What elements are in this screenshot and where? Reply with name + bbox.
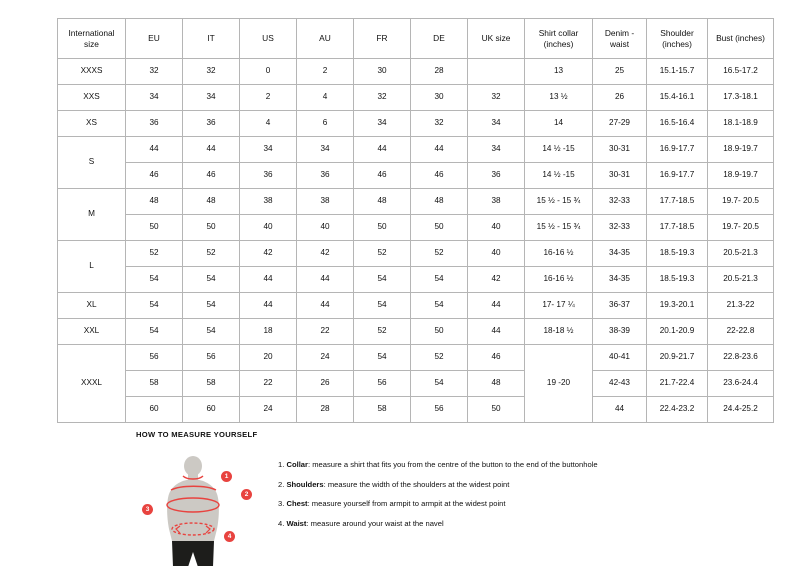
cell-de: 54: [411, 267, 468, 293]
cell-de: 56: [411, 397, 468, 423]
cell-bust-inches: 18.9-19.7: [708, 137, 774, 163]
cell-fr: 46: [354, 163, 411, 189]
marker-1: 1: [221, 471, 232, 482]
cell-us: 18: [240, 319, 297, 345]
instruction-text: : measure a shirt that fits you from the centre of the button to the end of the buttonhole: [308, 460, 598, 469]
cell-shirt-collar-inches: 15 ½ - 15 ¾: [525, 189, 593, 215]
cell-uk-size: 40: [468, 215, 525, 241]
cell-bust-inches: 23.6-24.4: [708, 371, 774, 397]
size-label-cell: XS: [58, 111, 126, 137]
cell-shoulder-inches: 15.4-16.1: [647, 85, 708, 111]
cell-au: 24: [297, 345, 354, 371]
marker-4: 4: [224, 531, 235, 542]
cell-fr: 58: [354, 397, 411, 423]
cell-bust-inches: 18.1-18.9: [708, 111, 774, 137]
cell-au: 44: [297, 293, 354, 319]
cell-shirt-collar-inches: 14: [525, 111, 593, 137]
cell-us: 22: [240, 371, 297, 397]
cell-fr: 50: [354, 215, 411, 241]
cell-au: 26: [297, 371, 354, 397]
cell-au: 44: [297, 267, 354, 293]
cell-de: 44: [411, 137, 468, 163]
cell-fr: 54: [354, 293, 411, 319]
instruction-number: 3.: [278, 499, 285, 509]
table-row: [58, 397, 774, 423]
cell-eu: 56: [126, 345, 183, 371]
table-row: [58, 163, 774, 189]
cell-uk-size: 34: [468, 111, 525, 137]
body-figure: [136, 449, 256, 566]
col-header-denim-waist: Denim - waist: [593, 19, 647, 59]
cell-de: 30: [411, 85, 468, 111]
table-row: [58, 59, 774, 85]
cell-shoulder-inches: 19.3-20.1: [647, 293, 708, 319]
cell-shirt-collar-inches: 16-16 ½: [525, 241, 593, 267]
cell-shoulder-inches: 17.7-18.5: [647, 189, 708, 215]
cell-eu: 36: [126, 111, 183, 137]
size-label-cell: L: [58, 241, 126, 293]
cell-fr: 52: [354, 319, 411, 345]
instruction-term: Collar: [286, 460, 308, 469]
cell-fr: 30: [354, 59, 411, 85]
size-chart-table: [57, 18, 774, 423]
cell-au: 34: [297, 137, 354, 163]
cell-shoulder-inches: 17.7-18.5: [647, 215, 708, 241]
cell-us: 42: [240, 241, 297, 267]
cell-uk-size: 36: [468, 163, 525, 189]
cell-eu: 54: [126, 293, 183, 319]
cell-shirt-collar-inches: 13 ½: [525, 85, 593, 111]
instruction-term: Chest: [286, 499, 308, 509]
cell-bust-inches: 22-22.8: [708, 319, 774, 345]
cell-fr: 44: [354, 137, 411, 163]
size-label-cell: XXXL: [58, 345, 126, 423]
col-header-fr: FR: [354, 19, 411, 59]
table-row: [58, 319, 774, 345]
cell-it: 50: [183, 215, 240, 241]
cell-fr: 32: [354, 85, 411, 111]
col-header-shoulder: Shoulder (inches): [647, 19, 708, 59]
cell-bust-inches: 16.5-17.2: [708, 59, 774, 85]
col-header-bust: Bust (inches): [708, 19, 774, 59]
cell-shirt-collar-inches: 15 ½ - 15 ¾: [525, 215, 593, 241]
cell-eu: 50: [126, 215, 183, 241]
cell-uk-size: 50: [468, 397, 525, 423]
cell-shoulder-inches: 20.9-21.7: [647, 345, 708, 371]
cell-it: 58: [183, 371, 240, 397]
cell-shoulder-inches: 21.7-22.4: [647, 371, 708, 397]
cell-it: 48: [183, 189, 240, 215]
instruction-line: [278, 461, 598, 469]
cell-bust-inches: 20.5-21.3: [708, 267, 774, 293]
marker-3: 3: [142, 504, 153, 515]
table-row: [58, 293, 774, 319]
size-label-cell: XXXS: [58, 59, 126, 85]
cell-de: 50: [411, 319, 468, 345]
cell-fr: 56: [354, 371, 411, 397]
cell-denim-waist: 30-31: [593, 163, 647, 189]
table-row: [58, 137, 774, 163]
cell-denim-waist: 42-43: [593, 371, 647, 397]
cell-it: 54: [183, 267, 240, 293]
cell-fr: 52: [354, 241, 411, 267]
col-header-eu: EU: [126, 19, 183, 59]
instruction-number: 1.: [278, 460, 285, 469]
cell-shirt-collar-inches: 17- 17 ¼: [525, 293, 593, 319]
cell-shirt-collar-inches: 18-18 ½: [525, 319, 593, 345]
instruction-term: Waist: [286, 518, 307, 528]
cell-de: 28: [411, 59, 468, 85]
marker-2: 2: [241, 489, 252, 500]
cell-it: 56: [183, 345, 240, 371]
cell-au: 22: [297, 319, 354, 345]
cell-it: 46: [183, 163, 240, 189]
cell-bust-inches: 19.7- 20.5: [708, 189, 774, 215]
instruction-line: [278, 481, 598, 489]
cell-au: 6: [297, 111, 354, 137]
cell-uk-size: 44: [468, 293, 525, 319]
table-row: [58, 85, 774, 111]
cell-us: 44: [240, 293, 297, 319]
how-to-measure-section: [136, 430, 776, 566]
cell-bust-inches: 24.4-25.2: [708, 397, 774, 423]
cell-bust-inches: 19.7- 20.5: [708, 215, 774, 241]
cell-uk-size: 46: [468, 345, 525, 371]
cell-fr: 54: [354, 267, 411, 293]
cell-it: 34: [183, 85, 240, 111]
cell-us: 40: [240, 215, 297, 241]
cell-denim-waist: 44: [593, 397, 647, 423]
cell-de: 50: [411, 215, 468, 241]
cell-denim-waist: 25: [593, 59, 647, 85]
table-row: [58, 241, 774, 267]
cell-de: 48: [411, 189, 468, 215]
cell-uk-size: 44: [468, 319, 525, 345]
cell-shoulder-inches: 18.5-19.3: [647, 241, 708, 267]
cell-shoulder-inches: 16.9-17.7: [647, 163, 708, 189]
col-header-shirt-collar: Shirt collar (inches): [525, 19, 593, 59]
instruction-term: Shoulders: [286, 479, 324, 489]
cell-shirt-collar-inches: 14 ½ -15: [525, 137, 593, 163]
cell-uk-size: 32: [468, 85, 525, 111]
cell-eu: 54: [126, 319, 183, 345]
header-row: [58, 19, 774, 59]
size-label-cell: XXL: [58, 319, 126, 345]
cell-fr: 54: [354, 345, 411, 371]
cell-shoulder-inches: 15.1-15.7: [647, 59, 708, 85]
cell-shoulder-inches: 22.4-23.2: [647, 397, 708, 423]
cell-au: 40: [297, 215, 354, 241]
cell-eu: 58: [126, 371, 183, 397]
cell-us: 36: [240, 163, 297, 189]
cell-au: 42: [297, 241, 354, 267]
cell-bust-inches: 20.5-21.3: [708, 241, 774, 267]
cell-eu: 60: [126, 397, 183, 423]
cell-denim-waist: 27-29: [593, 111, 647, 137]
table-row: [58, 345, 774, 371]
cell-uk-size: 42: [468, 267, 525, 293]
cell-au: 28: [297, 397, 354, 423]
cell-denim-waist: 34-35: [593, 267, 647, 293]
cell-eu: 34: [126, 85, 183, 111]
col-header-international-size: International size: [58, 19, 126, 59]
cell-it: 54: [183, 319, 240, 345]
cell-it: 52: [183, 241, 240, 267]
cell-shoulder-inches: 16.5-16.4: [647, 111, 708, 137]
cell-uk-size: 48: [468, 371, 525, 397]
instruction-text: : measure around your waist at the navel: [306, 518, 444, 528]
cell-shirt-collar-inches: 14 ½ -15: [525, 163, 593, 189]
cell-au: 36: [297, 163, 354, 189]
cell-us: 34: [240, 137, 297, 163]
measure-instructions: [278, 449, 598, 539]
cell-it: 60: [183, 397, 240, 423]
cell-bust-inches: 22.8-23.6: [708, 345, 774, 371]
cell-denim-waist: 32-33: [593, 189, 647, 215]
instruction-line: [278, 520, 598, 528]
cell-us: 0: [240, 59, 297, 85]
cell-it: 36: [183, 111, 240, 137]
cell-eu: 52: [126, 241, 183, 267]
cell-de: 46: [411, 163, 468, 189]
cell-fr: 34: [354, 111, 411, 137]
cell-it: 54: [183, 293, 240, 319]
cell-uk-size: 40: [468, 241, 525, 267]
cell-eu: 44: [126, 137, 183, 163]
instruction-number: 2.: [278, 479, 285, 489]
torso-diagram-icon: [136, 449, 256, 566]
cell-de: 52: [411, 241, 468, 267]
cell-de: 54: [411, 293, 468, 319]
instruction-text: : measure yourself from armpit to armpit at the widest point: [307, 499, 506, 509]
col-header-de: DE: [411, 19, 468, 59]
cell-us: 4: [240, 111, 297, 137]
col-header-au: AU: [297, 19, 354, 59]
col-header-it: IT: [183, 19, 240, 59]
cell-de: 54: [411, 371, 468, 397]
cell-it: 32: [183, 59, 240, 85]
cell-denim-waist: 40-41: [593, 345, 647, 371]
cell-de: 52: [411, 345, 468, 371]
cell-us: 24: [240, 397, 297, 423]
cell-denim-waist: 36-37: [593, 293, 647, 319]
cell-au: 4: [297, 85, 354, 111]
cell-us: 38: [240, 189, 297, 215]
cell-bust-inches: 17.3-18.1: [708, 85, 774, 111]
cell-shirt-collar: 19 -20: [525, 345, 593, 423]
size-label-cell: S: [58, 137, 126, 189]
cell-shirt-collar-inches: 13: [525, 59, 593, 85]
cell-au: 38: [297, 189, 354, 215]
instruction-text: : measure the width of the shoulders at the widest point: [323, 479, 510, 489]
size-label-cell: XL: [58, 293, 126, 319]
table-row: [58, 111, 774, 137]
cell-it: 44: [183, 137, 240, 163]
cell-uk-size: 38: [468, 189, 525, 215]
table-header: [58, 19, 774, 59]
table-row: [58, 215, 774, 241]
measure-title: HOW TO MEASURE YOURSELF: [136, 430, 258, 439]
cell-shoulder-inches: 18.5-19.3: [647, 267, 708, 293]
col-header-us: US: [240, 19, 297, 59]
cell-uk-size: 34: [468, 137, 525, 163]
cell-bust-inches: 18.9-19.7: [708, 163, 774, 189]
cell-shirt-collar-inches: 16-16 ½: [525, 267, 593, 293]
cell-uk-size: [468, 59, 525, 85]
col-header-uk-size: UK size: [468, 19, 525, 59]
table-row: [58, 267, 774, 293]
table-row: [58, 189, 774, 215]
measure-body: [136, 449, 776, 566]
cell-shoulder-inches: 16.9-17.7: [647, 137, 708, 163]
cell-us: 44: [240, 267, 297, 293]
cell-denim-waist: 26: [593, 85, 647, 111]
cell-eu: 32: [126, 59, 183, 85]
cell-denim-waist: 38-39: [593, 319, 647, 345]
cell-us: 20: [240, 345, 297, 371]
cell-denim-waist: 34-35: [593, 241, 647, 267]
cell-eu: 46: [126, 163, 183, 189]
instruction-line: [278, 500, 598, 508]
size-label-cell: XXS: [58, 85, 126, 111]
cell-bust-inches: 21.3-22: [708, 293, 774, 319]
cell-denim-waist: 32-33: [593, 215, 647, 241]
cell-denim-waist: 30-31: [593, 137, 647, 163]
cell-de: 32: [411, 111, 468, 137]
cell-au: 2: [297, 59, 354, 85]
cell-us: 2: [240, 85, 297, 111]
cell-eu: 54: [126, 267, 183, 293]
table-body: [58, 59, 774, 423]
size-label-cell: M: [58, 189, 126, 241]
cell-shoulder-inches: 20.1-20.9: [647, 319, 708, 345]
instruction-number: 4.: [278, 518, 285, 528]
table-row: [58, 371, 774, 397]
cell-eu: 48: [126, 189, 183, 215]
cell-fr: 48: [354, 189, 411, 215]
